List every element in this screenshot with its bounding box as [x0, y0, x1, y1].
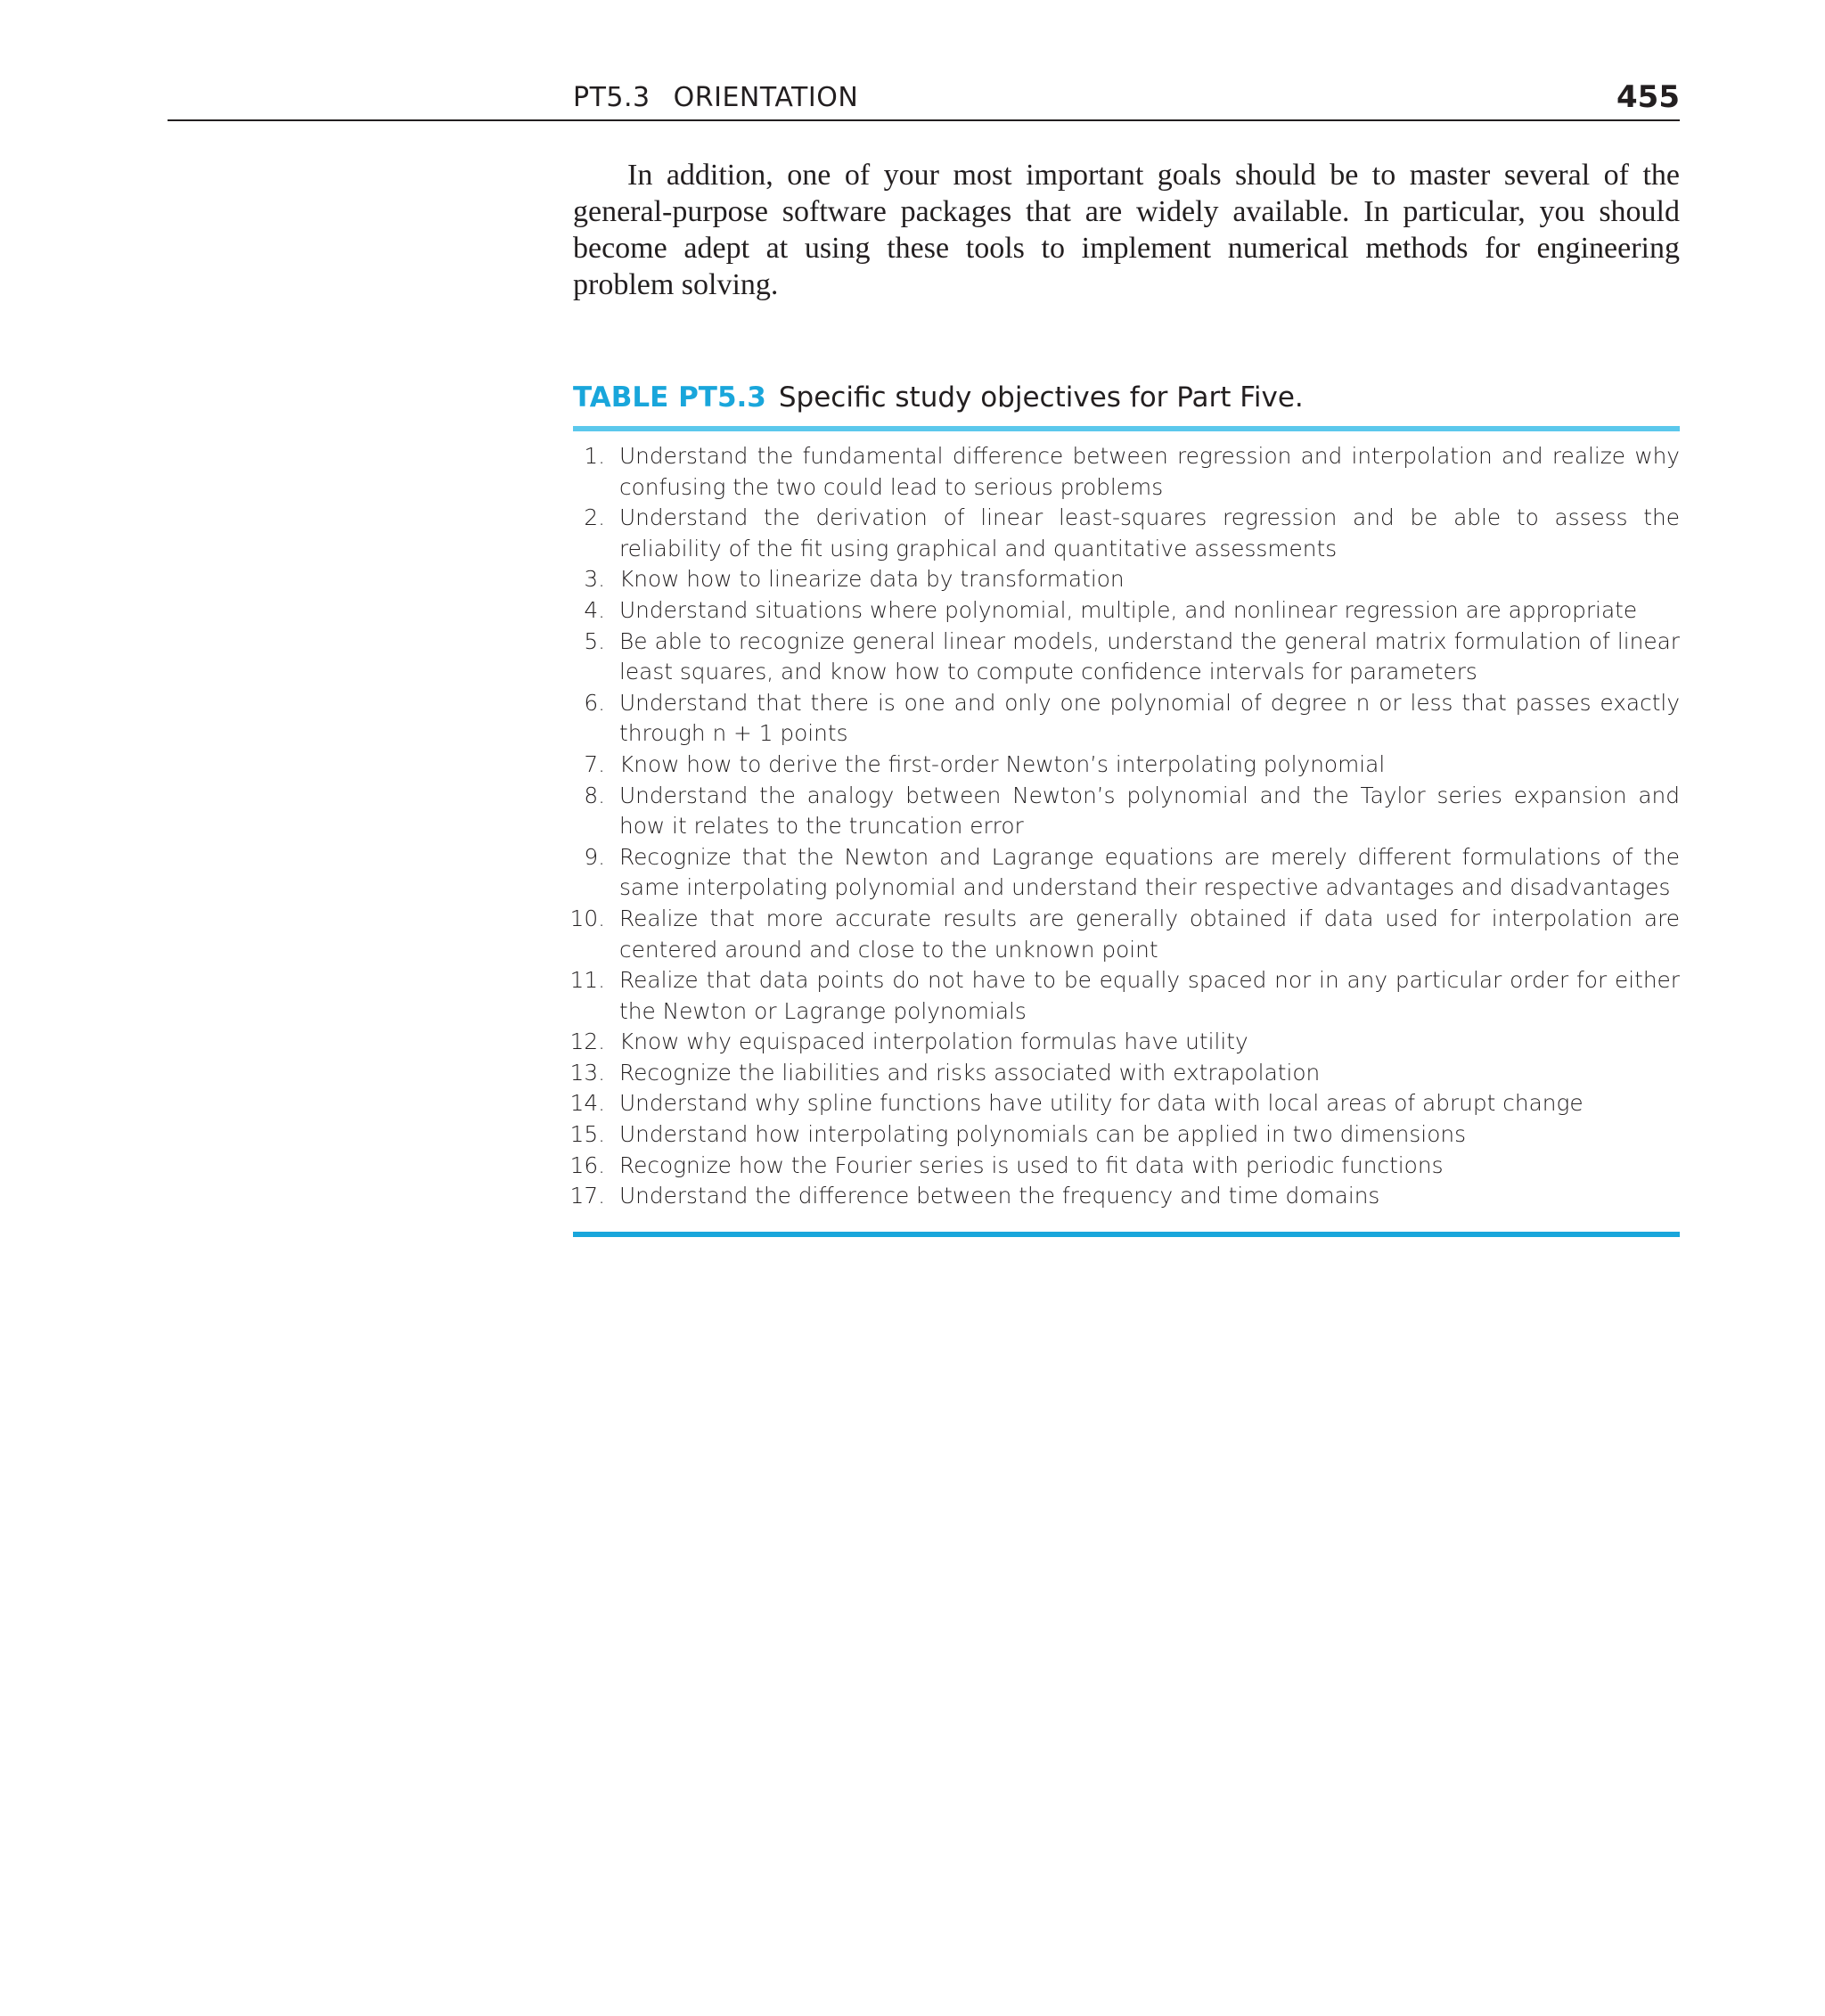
- objective-number: 1.: [584, 443, 605, 469]
- objective-text: Understand the difference between the frequency and time domains: [619, 1183, 1380, 1209]
- table-label: TABLE PT5.3: [573, 381, 766, 414]
- list-item: [573, 503, 1680, 564]
- objective-text: Recognize how the Fourier series is used to fit data with periodic functions: [619, 1151, 1444, 1178]
- list-item: [569, 1181, 1680, 1212]
- objective-text: Recognize the liabilities and risks associated with extrapolation: [619, 1059, 1321, 1086]
- objective-number: 14.: [569, 1090, 605, 1117]
- table-caption: [573, 378, 1680, 431]
- section-title: ORIENTATION: [673, 82, 859, 113]
- objective-text: Understand how interpolating polynomials can be applied in two dimensions: [619, 1121, 1466, 1148]
- list-item: [573, 627, 1680, 688]
- objective-text: Understand the fundamental difference between regression and interpolation and realize why confusing the two could lead to serious problems: [619, 443, 1680, 500]
- list-item: [569, 904, 1680, 965]
- objective-number: 12.: [569, 1028, 605, 1055]
- objective-text: Understand why spline functions have utility for data with local areas of abrupt change: [619, 1090, 1584, 1117]
- body-paragraph: In addition, one of your most important goals should be to master several of the general-purpose software packages that are widely available. In particular, you should become adept at using these tools to implement numerical methods for engineering problem solving.: [573, 159, 1680, 301]
- list-item: [569, 1088, 1680, 1119]
- list-item: [573, 750, 1680, 781]
- list-item: [569, 1119, 1680, 1151]
- objective-number: 5.: [584, 627, 605, 654]
- objective-text: Know why equispaced interpolation formulas have utility: [619, 1028, 1248, 1055]
- list-item: [569, 1151, 1680, 1182]
- list-item: [569, 1027, 1680, 1058]
- objective-number: 3.: [584, 566, 605, 593]
- objective-text: Understand the derivation of linear least-squares regression and be able to assess the reliability of the fit using graphical and quantitative assessments: [619, 504, 1680, 561]
- list-item: [573, 595, 1680, 627]
- list-item: [573, 781, 1680, 842]
- running-head: [168, 78, 1680, 121]
- list-item: [573, 564, 1680, 595]
- objective-text: Be able to recognize general linear models, understand the general matrix formulation of linear least squares, and know how to compute confidence intervals for parameters: [619, 627, 1680, 685]
- objective-text: Know how to linearize data by transformation: [619, 566, 1125, 593]
- objective-number: 9.: [584, 843, 605, 870]
- objective-number: 4.: [584, 596, 605, 623]
- objective-number: 8.: [584, 782, 605, 808]
- objective-number: 10.: [569, 905, 605, 931]
- objective-text: Understand that there is one and only one polynomial of degree n or less that passes exactly through n + 1 points: [619, 689, 1680, 747]
- section-number: PT5.3: [573, 82, 651, 113]
- list-item: [573, 441, 1680, 503]
- objective-text: Understand situations where polynomial, multiple, and nonlinear regression are appropriate: [619, 596, 1638, 623]
- page-number: 455: [1616, 79, 1680, 115]
- objective-number: 15.: [569, 1121, 605, 1148]
- objective-text: Know how to derive the first-order Newton’s interpolating polynomial: [619, 750, 1386, 777]
- list-item: [569, 1058, 1680, 1089]
- list-item: [569, 965, 1680, 1027]
- section-heading: [573, 82, 858, 113]
- objective-text: Recognize that the Newton and Lagrange equations are merely different formulations of the same interpolating polynomial and understand their respective advantages and disadvantages: [619, 843, 1680, 901]
- objective-number: 13.: [569, 1059, 605, 1086]
- objective-text: Realize that more accurate results are generally obtained if data used for interpolation are centered around and close to the unknown point: [619, 905, 1680, 963]
- list-item: [573, 688, 1680, 750]
- objective-text: Realize that data points do not have to be equally spaced nor in any particular order for either the Newton or Lagrange polynomials: [619, 967, 1680, 1024]
- objective-number: 11.: [569, 967, 605, 994]
- objective-number: 7.: [584, 750, 605, 777]
- objective-number: 16.: [569, 1151, 605, 1178]
- objective-number: 2.: [584, 504, 605, 531]
- objective-number: 6.: [584, 689, 605, 716]
- table-caption-text: Specific study objectives for Part Five.: [778, 381, 1304, 414]
- objective-text: Understand the analogy between Newton’s polynomial and the Taylor series expansion and how it relates to the truncation error: [619, 782, 1680, 840]
- list-item: [573, 842, 1680, 904]
- objectives-list: [569, 431, 1680, 1237]
- objective-number: 17.: [569, 1183, 605, 1209]
- objectives-table: [569, 378, 1680, 1237]
